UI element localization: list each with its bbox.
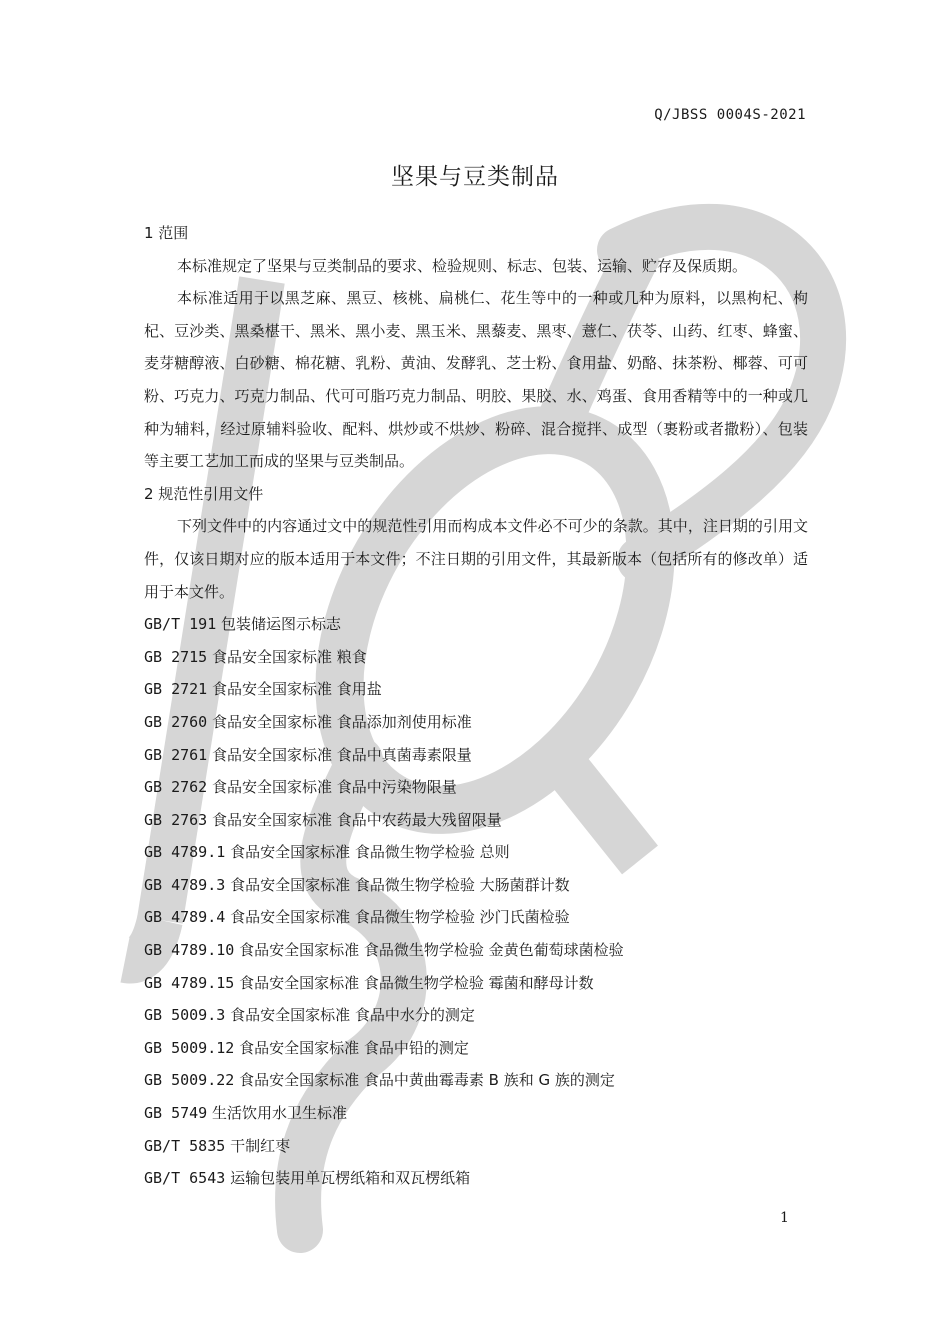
reference-title: 食品安全国家标准 食品微生物学检验 大肠菌群计数 bbox=[230, 875, 570, 894]
reference-title: 食品安全国家标准 食品微生物学检验 沙门氏菌检验 bbox=[230, 908, 570, 927]
reference-title: 食品安全国家标准 粮食 bbox=[212, 647, 367, 666]
reference-item bbox=[144, 999, 808, 1032]
reference-title: 食品安全国家标准 食品中水分的测定 bbox=[230, 1006, 475, 1025]
reference-item bbox=[144, 869, 808, 902]
section-heading-scope: 1 范围 bbox=[144, 224, 189, 242]
scope-paragraph-2: 本标准适用于以黑芝麻、黑豆、核桃、扁桃仁、花生等中的一种或几种为原料，以黑枸杞、枸杞、豆沙类、黑桑椹干、黑米、黑小麦、黑玉米、黑藜麦、黑枣、薏仁、茯苓、山药、红枣、蜂蜜、麦芽糖醇液、白砂糖、棉花糖、乳粉、黄油、发酵乳、芝士粉、食用盐、奶酪、抹茶粉、椰蓉、可可粉、巧克力、巧克力制品、代可可脂巧克力制品、明胶、果胶、水、鸡蛋、食用香精等中的一种或几种为辅料，经过原辅料验收、配料、烘炒或不烘炒、粉碎、混合搅拌、成型（裹粉或者撒粉）、包装等主要工艺加工而成的坚果与豆类制品。 bbox=[144, 289, 808, 471]
reference-title: 食品安全国家标准 食品中农药最大残留限量 bbox=[212, 810, 502, 829]
reference-item bbox=[144, 608, 808, 641]
reference-item bbox=[144, 771, 808, 804]
reference-item bbox=[144, 1032, 808, 1065]
reference-item bbox=[144, 1130, 808, 1163]
reference-code: GB 2760 bbox=[144, 712, 208, 731]
reference-code: GB 4789.15 bbox=[144, 973, 235, 992]
reference-title: 生活饮用水卫生标准 bbox=[212, 1104, 348, 1123]
reference-title: 食品安全国家标准 食品中污染物限量 bbox=[212, 778, 457, 797]
reference-code: GB 2761 bbox=[144, 745, 208, 764]
reference-title: 食品安全国家标准 食品微生物学检验 霉菌和酵母计数 bbox=[239, 973, 594, 992]
reference-code: GB 5009.12 bbox=[144, 1038, 235, 1057]
reference-title: 运输包装用单瓦楞纸箱和双瓦楞纸箱 bbox=[230, 1169, 471, 1188]
reference-item bbox=[144, 1064, 808, 1097]
reference-code: GB/T 5835 bbox=[144, 1136, 226, 1155]
reference-item bbox=[144, 1097, 808, 1130]
reference-code: GB 5009.3 bbox=[144, 1006, 226, 1025]
reference-code: GB 4789.3 bbox=[144, 875, 226, 894]
reference-code: GB/T 191 bbox=[144, 615, 217, 634]
reference-item bbox=[144, 804, 808, 837]
reference-title: 食品安全国家标准 食品添加剂使用标准 bbox=[212, 712, 472, 731]
section-heading-references: 2 规范性引用文件 bbox=[144, 484, 264, 503]
scope-paragraph-1: 本标准规定了坚果与豆类制品的要求、检验规则、标志、包装、运输、贮存及保质期。 bbox=[177, 256, 748, 275]
reference-title: 包装储运图示标志 bbox=[221, 615, 342, 634]
reference-item bbox=[144, 967, 808, 1000]
document-title: 坚果与豆类制品 bbox=[391, 164, 559, 190]
reference-code: GB 4789.10 bbox=[144, 941, 235, 960]
reference-code: GB 4789.4 bbox=[144, 908, 226, 927]
reference-code: GB 2715 bbox=[144, 647, 208, 666]
reference-code: GB 4789.1 bbox=[144, 843, 226, 862]
reference-code: GB 5009.22 bbox=[144, 1071, 235, 1090]
reference-title: 食品安全国家标准 食品中铅的测定 bbox=[239, 1038, 469, 1057]
reference-item bbox=[144, 1162, 808, 1195]
reference-code: GB/T 6543 bbox=[144, 1169, 226, 1188]
reference-code: GB 5749 bbox=[144, 1104, 208, 1123]
page-number: 1 bbox=[780, 1210, 789, 1226]
reference-list bbox=[144, 608, 808, 1195]
reference-code: GB 2721 bbox=[144, 680, 208, 699]
reference-code: GB 2763 bbox=[144, 810, 208, 829]
reference-title: 食品安全国家标准 食品中真菌毒素限量 bbox=[212, 745, 472, 764]
reference-item bbox=[144, 901, 808, 934]
reference-item bbox=[144, 673, 808, 706]
reference-code: GB 2762 bbox=[144, 778, 208, 797]
reference-title: 食品安全国家标准 食品微生物学检验 总则 bbox=[230, 843, 510, 862]
reference-title: 干制红枣 bbox=[230, 1136, 291, 1155]
document-body bbox=[144, 217, 808, 1195]
reference-item bbox=[144, 706, 808, 739]
reference-item bbox=[144, 836, 808, 869]
reference-title: 食品安全国家标准 食品微生物学检验 金黄色葡萄球菌检验 bbox=[239, 941, 624, 960]
reference-item bbox=[144, 641, 808, 674]
reference-item bbox=[144, 739, 808, 772]
reference-item bbox=[144, 934, 808, 967]
reference-title: 食品安全国家标准 食用盐 bbox=[212, 680, 382, 699]
document-number: Q/JBSS 0004S-2021 bbox=[654, 107, 806, 123]
reference-title: 食品安全国家标准 食品中黄曲霉毒素 B 族和 G 族的测定 bbox=[239, 1071, 615, 1090]
references-intro: 下列文件中的内容通过文中的规范性引用而构成本文件必不可少的条款。其中，注日期的引用文件，仅该日期对应的版本适用于本文件；不注日期的引用文件，其最新版本（包括所有的修改单）适用于本文件。 bbox=[144, 517, 808, 601]
